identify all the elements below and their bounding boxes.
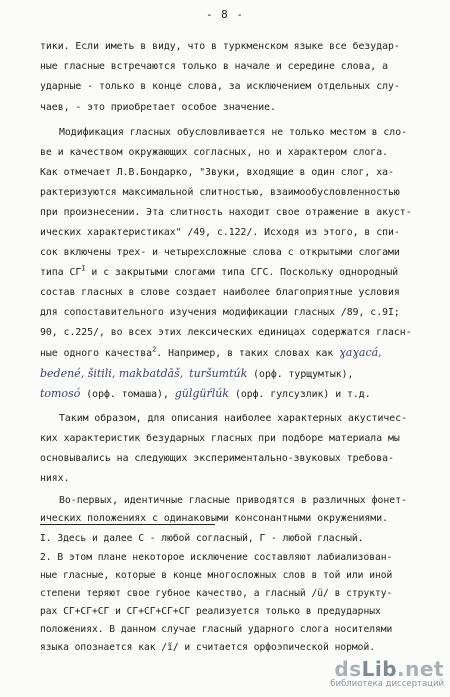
text-line: чаев, - это приобретает особое значение. xyxy=(40,102,276,113)
footnote-line: рах СГ+СГ+СГ и СГ+СГ+СГ+СГ реализуется только в предударных xyxy=(40,606,381,617)
text-line: основывались на следующих экспериментально-звуковых требова- xyxy=(40,453,394,464)
handwritten-example: bedené, šitili, makbatdāš, xyxy=(40,367,184,380)
text-line: ударные - только в конце слова, за исключением отдельных слу- xyxy=(40,81,400,92)
text-line: при произнесении. Эта слитность находит свое отражение в акуст- xyxy=(40,207,412,218)
text-line: Как отмечает Л.В.Бондарко, "Звуки, входящие в один слог, ха- xyxy=(40,167,394,178)
handwritten-example: gülgüŕlúk xyxy=(174,387,230,400)
watermark-subtitle: библиотека диссертаций xyxy=(330,679,444,689)
text-line: ниях. xyxy=(40,473,70,484)
text-run: . Например, в таких словах как xyxy=(156,348,340,359)
footnote-line: ные гласные, которые в конце многосложных слов в той или иной xyxy=(40,570,393,581)
handwritten-example: turšumtúk xyxy=(189,367,248,380)
page-number: - 8 - xyxy=(205,8,245,21)
footnote-line: 2. В этом плане некоторое исключение составляют лабиализован- xyxy=(40,552,393,563)
text-line: ные гласные встречаются только в начале и середине слова, а xyxy=(40,61,388,72)
text-line: тики. Если иметь в виду, что в туркменском языке все безудар- xyxy=(40,41,400,52)
text-run: (орф. томаша), xyxy=(80,389,175,400)
text-line: 90, с.225/, во всех этих лексических единицах содержатся гласн- xyxy=(40,327,412,338)
text-run: (орф. гулсузлик) и т.д. xyxy=(229,389,371,400)
watermark xyxy=(330,657,444,689)
text-line: рактеризуются максимальной слитностью, взаимообусловленностью xyxy=(40,187,400,198)
watermark-logo: dsLib.net xyxy=(334,657,444,681)
footnote-line: степени теряют свое губное качество, а гласный /ü/ в структу- xyxy=(40,588,393,599)
text-line xyxy=(40,266,440,279)
text-run: ные одного качества xyxy=(40,348,153,359)
text-line: ких характеристик безударных гласных при подборе материала мы xyxy=(40,433,400,444)
text-line xyxy=(40,387,440,401)
footnote-divider xyxy=(40,524,215,525)
text-line: Таким образом, для описания наиболее характерных акустичес- xyxy=(59,413,407,424)
text-line: Модификация гласных обусловливается не только местом в сло- xyxy=(59,127,407,138)
handwritten-example: tomosó xyxy=(40,387,81,400)
text-line: для сопоставительного изучения модификации гласных /89, с.9I; xyxy=(40,307,400,318)
text-line: сок включены трех- и четырехсложные слова с открытыми слогами xyxy=(40,247,400,258)
text-line: состав гласных в слове создает наиболее благоприятные условия xyxy=(40,287,400,298)
text-line: ве и качеством окружающих согласных, но и характером слога. xyxy=(40,147,388,158)
footnote-line: положениях. В данном случае гласный ударного слога носителями xyxy=(40,624,393,635)
text-run: типа СГ xyxy=(40,267,82,278)
text-line: ических положениях с одинаковыми консонантными окружениями. xyxy=(40,513,388,524)
text-line xyxy=(40,346,440,360)
text-line: ических характеристиках" /49, с.122/. Исходя из этого, в спи- xyxy=(40,227,400,238)
text-run: и с закрытыми слогами типа СГС. Поскольку однородный xyxy=(85,267,399,278)
text-line: Во-первых, идентичные гласные приводятся в различных фонет- xyxy=(59,495,407,506)
text-run: (орф. турщумтык), xyxy=(247,369,354,380)
handwritten-example: ɣaɣacá, xyxy=(339,346,382,359)
footnote-line: языка опознается как /ĩ/ и считается орфоэпической нормой. xyxy=(40,642,376,653)
footnote-line: I. Здесь и далее С - любой согласный, Г - любой гласный. xyxy=(40,533,364,544)
footnote-mark: 2 xyxy=(152,345,157,354)
text-line xyxy=(40,367,440,381)
footnote-mark: I xyxy=(81,264,86,273)
